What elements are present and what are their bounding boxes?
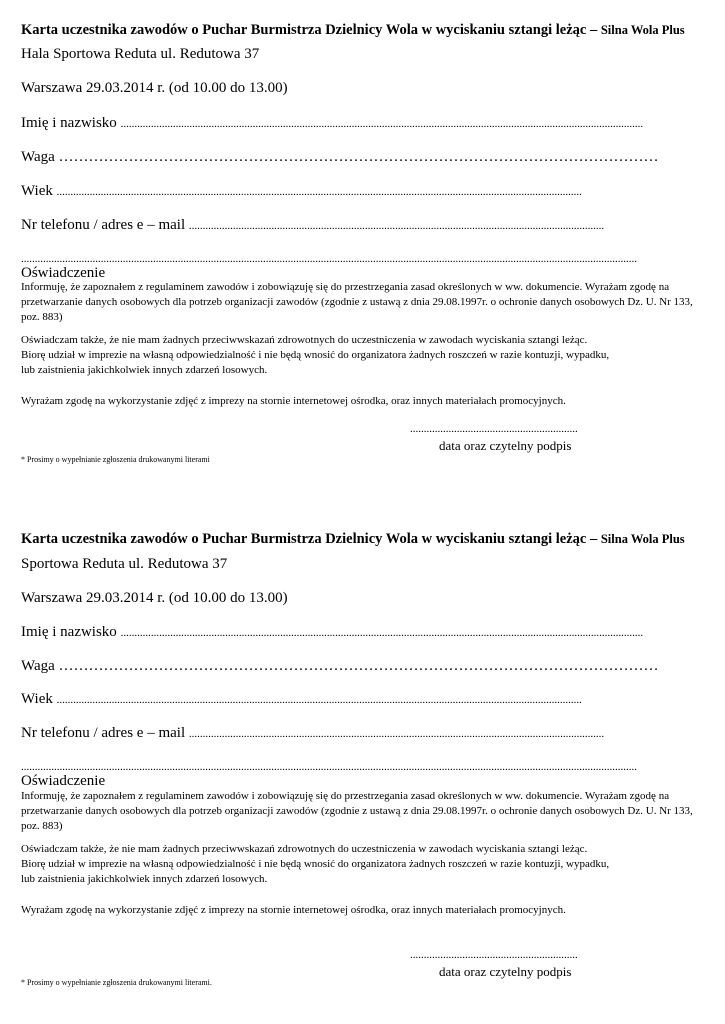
field-fill-line: ...............................................................................................................................................................................................	[56, 694, 582, 706]
card-title	[21, 529, 685, 549]
declaration-paragraph-3: Wyrażam zgodę na wykorzystanie zdjęć z imprezy na stornie internetowej ośrodka, oraz innych materiałach promocyjnych.	[21, 904, 566, 916]
declaration-line: lub zaistnienia jakichkolwiek innych zdarzeń losowych.	[21, 364, 268, 376]
field-name[interactable]	[21, 113, 701, 134]
field-fill-line: .......................................................................................................................................................	[188, 220, 605, 232]
field-fill-line: ..............................................................................................................................................................................................	[120, 118, 644, 130]
declaration-line: Oświadczam także, że nie mam żadnych przeciwwskazań zdrowotnych do uczestniczenia w zawodach wyciskania sztangi leżąc.	[21, 843, 588, 855]
signature-line[interactable]: .............................................................	[410, 949, 578, 961]
field-label: Nr telefonu / adres e – mail	[21, 217, 186, 233]
declaration-line: Oświadczam także, że nie mam żadnych przeciwwskazań zdrowotnych do uczestniczenia w zawodach wyciskania sztangi leżąc.	[21, 334, 588, 346]
field-label: Imię i nazwisko	[21, 624, 117, 640]
field-name[interactable]	[21, 622, 701, 643]
venue: Sportowa Reduta ul. Redutowa 37	[21, 556, 228, 572]
card-title	[21, 20, 685, 40]
blank-line[interactable]: ................................................................................................................................................................................................................................	[21, 253, 637, 265]
blank-line[interactable]: ................................................................................................................................................................................................................................	[21, 761, 637, 773]
field-label: Wiek	[21, 183, 53, 199]
declaration-paragraph-2	[21, 842, 701, 887]
field-label: Waga	[21, 658, 55, 674]
declaration-line: Biorę udział w imprezie na własną odpowiedzialność i nie będą wnosić do organizatora żadnych roszczeń w razie kontuzji, wypadku,	[21, 858, 610, 870]
field-contact[interactable]	[21, 723, 701, 744]
declaration-paragraph-3: Wyrażam zgodę na wykorzystanie zdjęć z imprezy na stornie internetowej ośrodka, oraz innych materiałach promocyjnych.	[21, 395, 566, 407]
field-label: Imię i nazwisko	[21, 115, 117, 131]
card-title-main: Karta uczestnika zawodów o Puchar Burmistrza Dzielnicy Wola w wyciskaniu sztangi leżąc –	[21, 22, 598, 38]
declaration-line: lub zaistnienia jakichkolwiek innych zdarzeń losowych.	[21, 873, 268, 885]
signature-label: data oraz czytelny podpis	[439, 964, 572, 979]
card-title-main: Karta uczestnika zawodów o Puchar Burmistrza Dzielnicy Wola w wyciskaniu sztangi leżąc –	[21, 531, 598, 547]
footnote: * Prosimy o wypełnianie zgłoszenia drukowanymi literami	[21, 455, 210, 464]
field-age[interactable]	[21, 689, 701, 710]
venue: Hala Sportowa Reduta ul. Redutowa 37	[21, 46, 260, 62]
card-title-sub: Silna Wola Plus	[600, 23, 685, 37]
card-title-sub: Silna Wola Plus	[600, 532, 685, 546]
field-age[interactable]	[21, 181, 701, 202]
declaration-heading: Oświadczenie	[21, 773, 106, 789]
declaration-paragraph-1: Informuję, że zapoznałem z regulaminem zawodów i zobowiązuję się do przestrzegania zasad określonych w ww. dokumencie. Wyrażam zgodę na przetwarzanie danych osobowych dla potrzeb organizacji zawodów (zgodnie z ustawą z dnia 29.08.1997r. o ochronie danych osobowych Dz. U. Nr 133, poz. 883)	[21, 790, 693, 832]
field-fill-line: ...............................................................................................................................................................................................	[56, 186, 582, 198]
footnote: * Prosimy o wypełnianie zgłoszenia drukowanymi literami.	[21, 978, 212, 987]
field-contact[interactable]	[21, 215, 701, 236]
declaration-paragraph-1: Informuję, że zapoznałem z regulaminem zawodów i zobowiązuję się do przestrzegania zasad określonych w ww. dokumencie. Wyrażam zgodę na przetwarzanie danych osobowych dla potrzeb organizacji zawodów (zgodnie z ustawą z dnia 29.08.1997r. o ochronie danych osobowych Dz. U. Nr 133, poz. 883)	[21, 281, 693, 323]
event-date: Warszawa 29.03.2014 r. (od 10.00 do 13.00)	[21, 590, 288, 606]
field-label: Waga	[21, 149, 55, 165]
field-fill-line: …………………………………………………………………………………………………………	[58, 149, 659, 165]
declaration-line: Biorę udział w imprezie na własną odpowiedzialność i nie będą wnosić do organizatora żadnych roszczeń w razie kontuzji, wypadku,	[21, 349, 610, 361]
declaration-heading: Oświadczenie	[21, 265, 106, 281]
field-fill-line: …………………………………………………………………………………………………………	[58, 658, 659, 674]
event-date: Warszawa 29.03.2014 r. (od 10.00 do 13.00)	[21, 80, 288, 96]
declaration-paragraph-2	[21, 333, 701, 378]
field-label: Wiek	[21, 691, 53, 707]
field-weight[interactable]	[21, 147, 701, 167]
field-fill-line: ..............................................................................................................................................................................................	[120, 627, 644, 639]
signature-label: data oraz czytelny podpis	[439, 438, 572, 453]
signature-line[interactable]: .............................................................	[410, 423, 578, 435]
field-fill-line: .......................................................................................................................................................	[188, 728, 605, 740]
field-label: Nr telefonu / adres e – mail	[21, 725, 186, 741]
field-weight[interactable]	[21, 656, 701, 676]
